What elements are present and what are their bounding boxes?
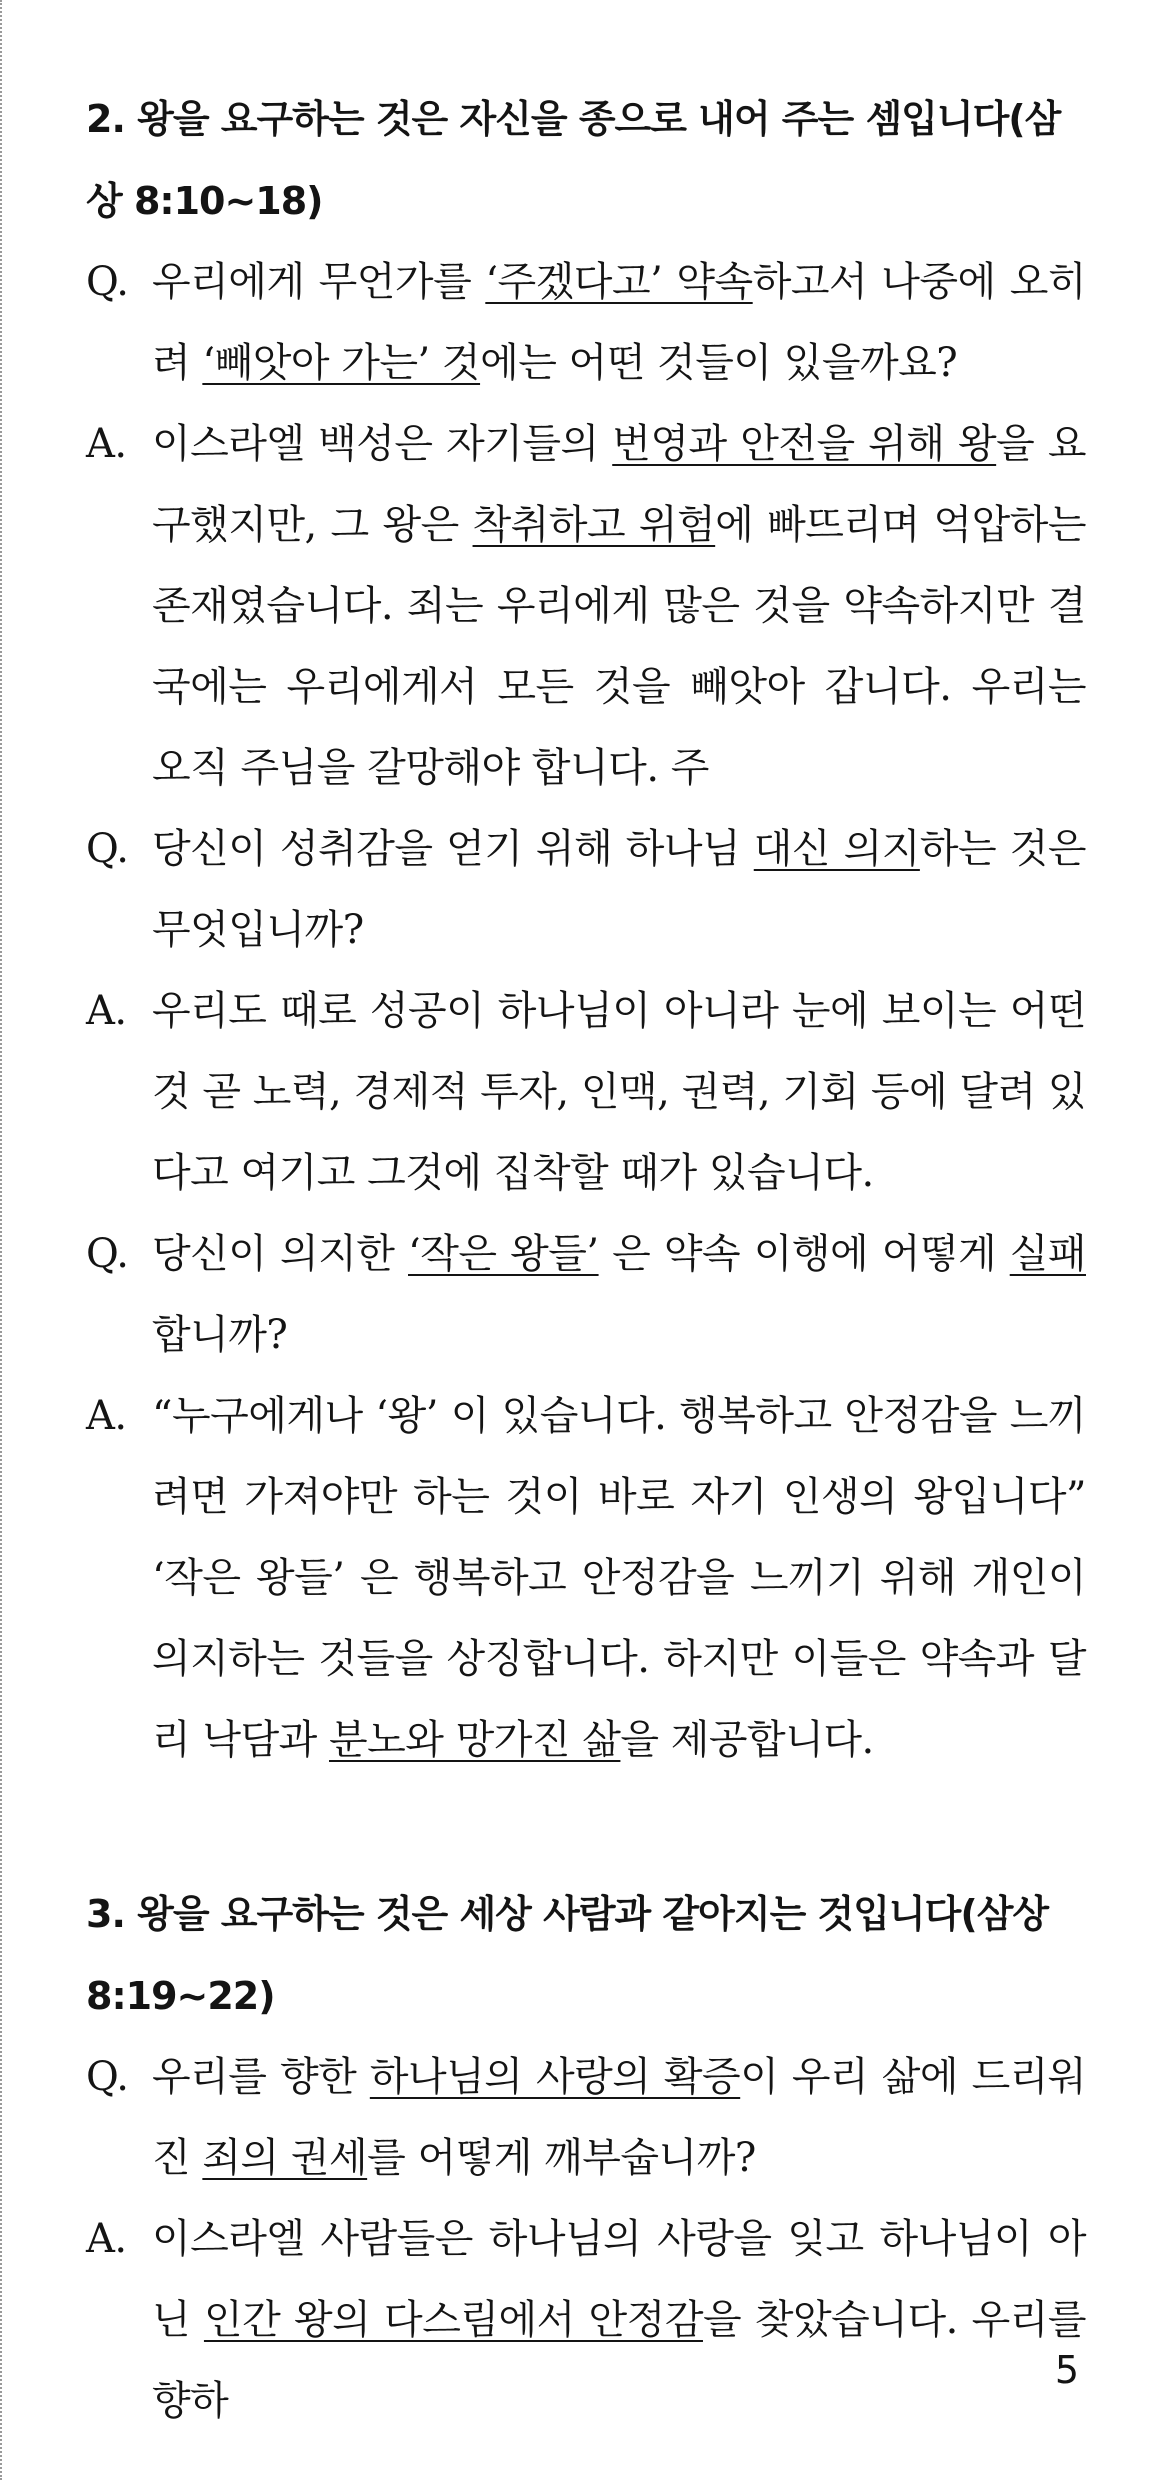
underlined-phrase: 실패 <box>1009 1231 1086 1277</box>
qa-text <box>152 2216 1086 2424</box>
text-run: 을 요구했지만, 그 왕은 <box>152 421 1086 548</box>
text-run: 당신이 의지한 <box>152 1231 408 1277</box>
text-run: 이스라엘 사람들은 하나님의 사랑을 잊고 하나님이 아닌 <box>152 2216 1086 2343</box>
text-run: 을 찾았습니다. 우리를 향하 <box>152 2297 1087 2424</box>
underlined-phrase: 번영과 안전을 위해 왕 <box>612 421 997 467</box>
text-run: “누구에게나 ‘왕’ 이 있습니다. 행복하고 안정감을 느끼려면 가져야만 하는 것이 바로 자기 인생의 왕입니다” ‘작은 왕들’ 은 행복하고 안정감을 느끼기 위해 개인이 의지하는 것들을 상징합니다. 하지만 이들은 약속과 달리 낙담과 <box>152 1393 1086 1763</box>
page-edge <box>0 0 4 2480</box>
underlined-phrase: ‘빼앗아 가는’ 것 <box>202 340 481 386</box>
qa-text <box>152 1231 1086 1358</box>
question-marker: Q. <box>86 259 129 305</box>
text-run: 우리에게 무언가를 <box>152 259 486 305</box>
underlined-phrase: 착취하고 위험 <box>472 502 716 548</box>
qa-text <box>152 1393 1086 1763</box>
section-spacer <box>86 1781 1086 1873</box>
text-run: 우리도 때로 성공이 하나님이 아니라 눈에 보이는 어떤 것 곧 노력, 경제적 투자, 인맥, 권력, 기회 등에 달려 있다고 여기고 그것에 집착할 때가 있습니다. <box>152 988 1086 1196</box>
answer-item <box>86 2199 1086 2442</box>
qa-text <box>152 988 1086 1196</box>
question-marker: Q. <box>86 1231 129 1277</box>
qa-text <box>152 826 1086 953</box>
question-item <box>86 1214 1086 1376</box>
underlined-phrase: ‘작은 왕들’ <box>408 1231 599 1277</box>
text-run: 은 약속 이행에 어떻게 <box>598 1231 1010 1277</box>
section-2-heading: 2. 왕을 요구하는 것은 자신을 종으로 내어 주는 셈입니다(삼상 8:10~18) <box>86 97 1061 223</box>
section-3-heading: 3. 왕을 요구하는 것은 세상 사람과 같아지는 것입니다(삼상 8:19~22) <box>86 1892 1049 2018</box>
text-run: 을 제공합니다. <box>620 1717 874 1763</box>
answer-item <box>86 404 1086 809</box>
text-run: 에는 어떤 것들이 있을까요? <box>480 340 958 386</box>
text-run: 합니까? <box>152 1312 288 1358</box>
section-3-qa-list <box>86 2037 1086 2442</box>
text-run: 하는 것은 무엇입니까? <box>152 826 1086 953</box>
answer-marker: A. <box>86 988 127 1034</box>
document-body <box>86 78 1086 2442</box>
text-run: 우리를 향한 <box>152 2054 370 2100</box>
question-item <box>86 809 1086 971</box>
question-marker: Q. <box>86 2054 129 2100</box>
question-item <box>86 2037 1086 2199</box>
answer-marker: A. <box>86 421 127 467</box>
page-number: 5 <box>1054 2348 1079 2392</box>
answer-item <box>86 1376 1086 1781</box>
qa-text <box>152 259 1086 386</box>
text-run: 이스라엘 백성은 자기들의 <box>152 421 613 467</box>
text-run: 이 우리 삶에 드리워진 <box>152 2054 1086 2181</box>
qa-text <box>152 2054 1086 2181</box>
answer-marker: A. <box>86 2216 127 2262</box>
underlined-phrase: 대신 의지 <box>753 826 920 872</box>
section-2-qa-list <box>86 242 1086 1781</box>
answer-marker: A. <box>86 1393 127 1439</box>
underlined-phrase: 죄의 권세 <box>202 2135 368 2181</box>
text-run: 당신이 성취감을 얻기 위해 하나님 <box>152 826 754 872</box>
text-run: 하고서 나중에 오히려 <box>152 259 1086 386</box>
text-run: 를 어떻게 깨부숩니까? <box>367 2135 756 2181</box>
text-run: 에 빠뜨리며 억압하는 존재였습니다. 죄는 우리에게 많은 것을 약속하지만 결국에는 우리에게서 모든 것을 빼앗아 갑니다. 우리는 오직 주님을 갈망해야 합니다. 주 <box>152 502 1086 791</box>
qa-text <box>152 421 1086 791</box>
underlined-phrase: 인간 왕의 다스림에서 안정감 <box>203 2297 703 2343</box>
underlined-phrase: ‘주겠다고’ 약속 <box>485 259 753 305</box>
underlined-phrase: 분노와 망가진 삶 <box>329 1717 621 1763</box>
question-item <box>86 242 1086 404</box>
answer-item <box>86 971 1086 1214</box>
question-marker: Q. <box>86 826 129 872</box>
underlined-phrase: 하나님의 사랑의 확증 <box>369 2054 741 2100</box>
